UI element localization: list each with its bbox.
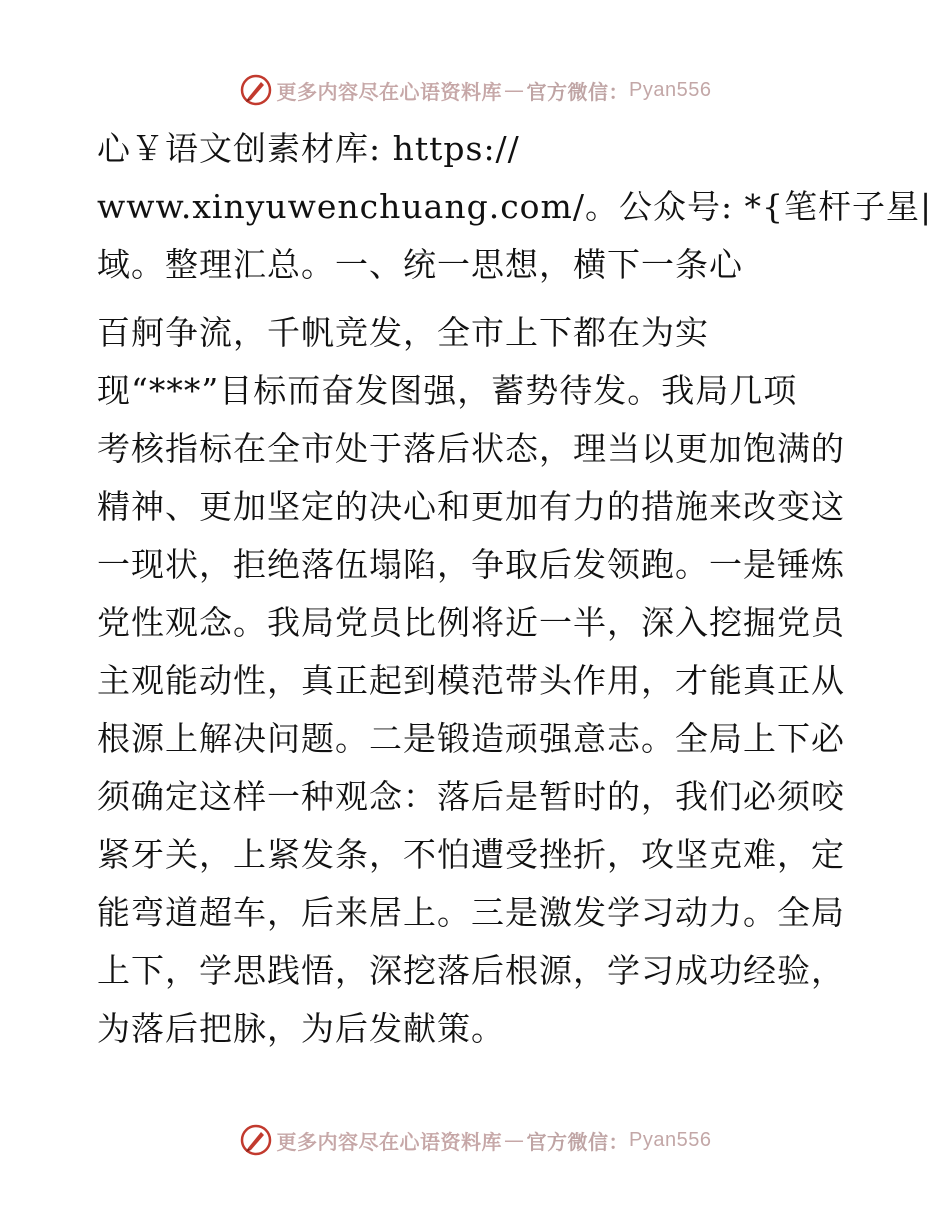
body-line: 党性观念。我局党员比例将近一半，深入挖掘党员 [97, 603, 845, 642]
banner-dash: — [504, 78, 525, 102]
body-line: 精神、更加坚定的决心和更加有力的措施来改变这 [97, 487, 845, 526]
banner-account-label: 官方微信： [526, 1129, 630, 1154]
body-line: 上下，学思践悟，深挖落后根源，学习成功经验， [97, 951, 845, 990]
banner-account-label: 官方微信： [526, 79, 630, 104]
body-line: 根源上解决问题。二是锻造顽强意志。全局上下必 [97, 719, 845, 758]
header-watermark-banner [0, 70, 950, 110]
body-line: 为落后把脉，为后发献策。 [97, 1009, 505, 1048]
body-line: 现“***”目标而奋发图强，蓄势待发。我局几项 [97, 371, 798, 410]
body-line: 须确定这样一种观念：落后是暂时的，我们必须咬 [97, 777, 845, 816]
body-line: 一现状，拒绝落伍塌陷，争取后发领跑。一是锤炼 [97, 545, 845, 584]
body-line: 域。整理汇总。一、统一思想，横下一条心 [97, 245, 743, 284]
banner-dash: — [504, 1128, 525, 1152]
body-line: 能弯道超车，后来居上。三是激发学习动力。全局 [97, 893, 845, 932]
quill-logo-icon [239, 1123, 273, 1157]
document-body [97, 120, 933, 1058]
footer-watermark-banner [0, 1120, 950, 1160]
body-line: 心￥语文创素材库: https:// [97, 129, 520, 168]
banner-account-id: Pyan556 [629, 1128, 712, 1151]
body-line: 主观能动性，真正起到模范带头作用，才能真正从 [97, 661, 845, 700]
body-line: 紧牙关，上紧发条，不怕遭受挫折，攻坚克难，定 [97, 835, 845, 874]
banner-main-text: 更多内容尽在心语资料库 [276, 79, 503, 104]
body-line: 百舸争流，千帆竞发，全市上下都在为实 [97, 313, 709, 352]
body-line: www.xinyuwenchuang.com/。公众号: *{笔杆子星| [97, 187, 933, 226]
body-line: 考核指标在全市处于落后状态，理当以更加饱满的 [97, 429, 845, 468]
banner-account-id: Pyan556 [629, 78, 712, 101]
banner-main-text: 更多内容尽在心语资料库 [276, 1129, 503, 1154]
quill-logo-icon [239, 73, 273, 107]
